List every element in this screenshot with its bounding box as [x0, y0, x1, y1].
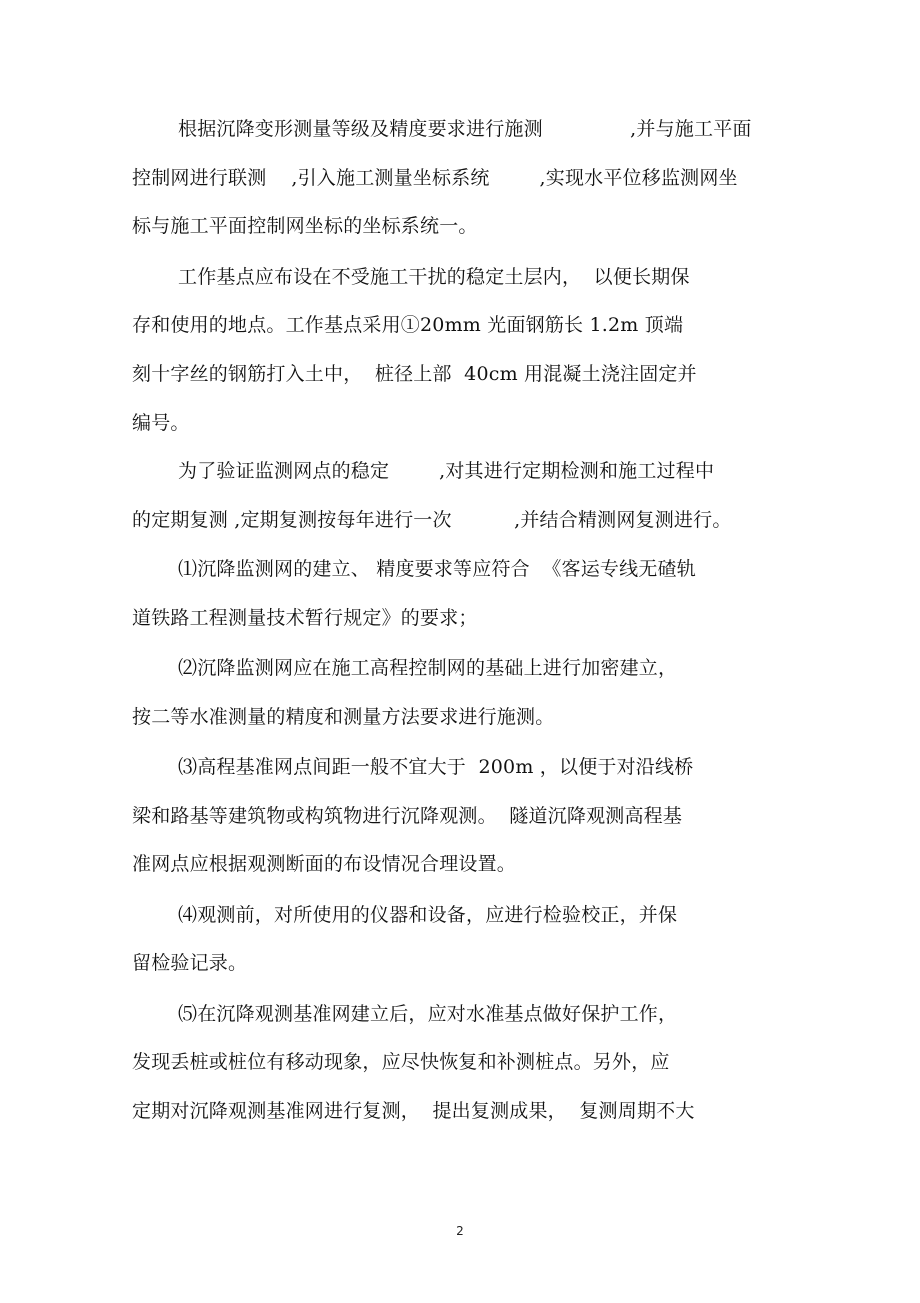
text-line: ⑶高程基准网点间距一般不宜大于 200m ，以便于对沿线桥 — [178, 756, 694, 778]
text-line: 根据沉降变形测量等级及精度要求进行施测 ,并与施工平面 — [178, 118, 752, 140]
text-line: ⑴沉降监测网的建立、 精度要求等应符合 《客运专线无碴轨 — [178, 558, 696, 580]
text-line: 发现丢桩或桩位有移动现象，应尽快恢复和补测桩点。另外，应 — [132, 1051, 670, 1073]
text-line: 刻十字丝的钢筋打入土中， 桩径上部 40cm 用混凝土浇注固定并 — [132, 363, 697, 385]
text-line: 定期对沉降观测基准网进行复测， 提出复测成果， 复测周期不大 — [132, 1100, 695, 1122]
page-number: 2 — [456, 1224, 464, 1238]
text-line: ⑵沉降监测网应在施工高程控制网的基础上进行加密建立， — [178, 657, 678, 679]
text-line: 编号。 — [132, 412, 190, 434]
text-line: 留检验记录。 — [132, 952, 248, 974]
text-line: ⑸在沉降观测基准网建立后，应对水准基点做好保护工作， — [178, 1003, 678, 1025]
text-line: 的定期复测 ,定期复测按每年进行一次 ,并结合精测网复测进行。 — [132, 509, 732, 531]
text-line: 梁和路基等建筑物或构筑物进行沉降观测。 隧道沉降观测高程基 — [132, 805, 683, 827]
text-line: 为了验证监测网点的稳定 ,对其进行定期检测和施工过程中 — [178, 460, 715, 482]
text-line: 道铁路工程测量技术暂行规定》的要求； — [132, 607, 478, 629]
text-line: 存和使用的地点。工作基点采用①20mm 光面钢筋长 1.2m 顶端 — [132, 314, 684, 336]
text-line: 工作基点应布设在不受施工干扰的稳定土层内， 以便长期保 — [178, 266, 690, 288]
text-line: 标与施工平面控制网坐标的坐标系统一。 — [132, 215, 478, 237]
text-line: 控制网进行联测 ,引入施工测量坐标系统 ,实现水平位移监测网坐 — [132, 167, 738, 189]
text-line: 按二等水准测量的精度和测量方法要求进行施测。 — [132, 706, 555, 728]
text-line: 准网点应根据观测断面的布设情况合理设置。 — [132, 853, 517, 875]
text-line: ⑷观测前，对所使用的仪器和设备，应进行检验校正，并保 — [178, 904, 678, 926]
